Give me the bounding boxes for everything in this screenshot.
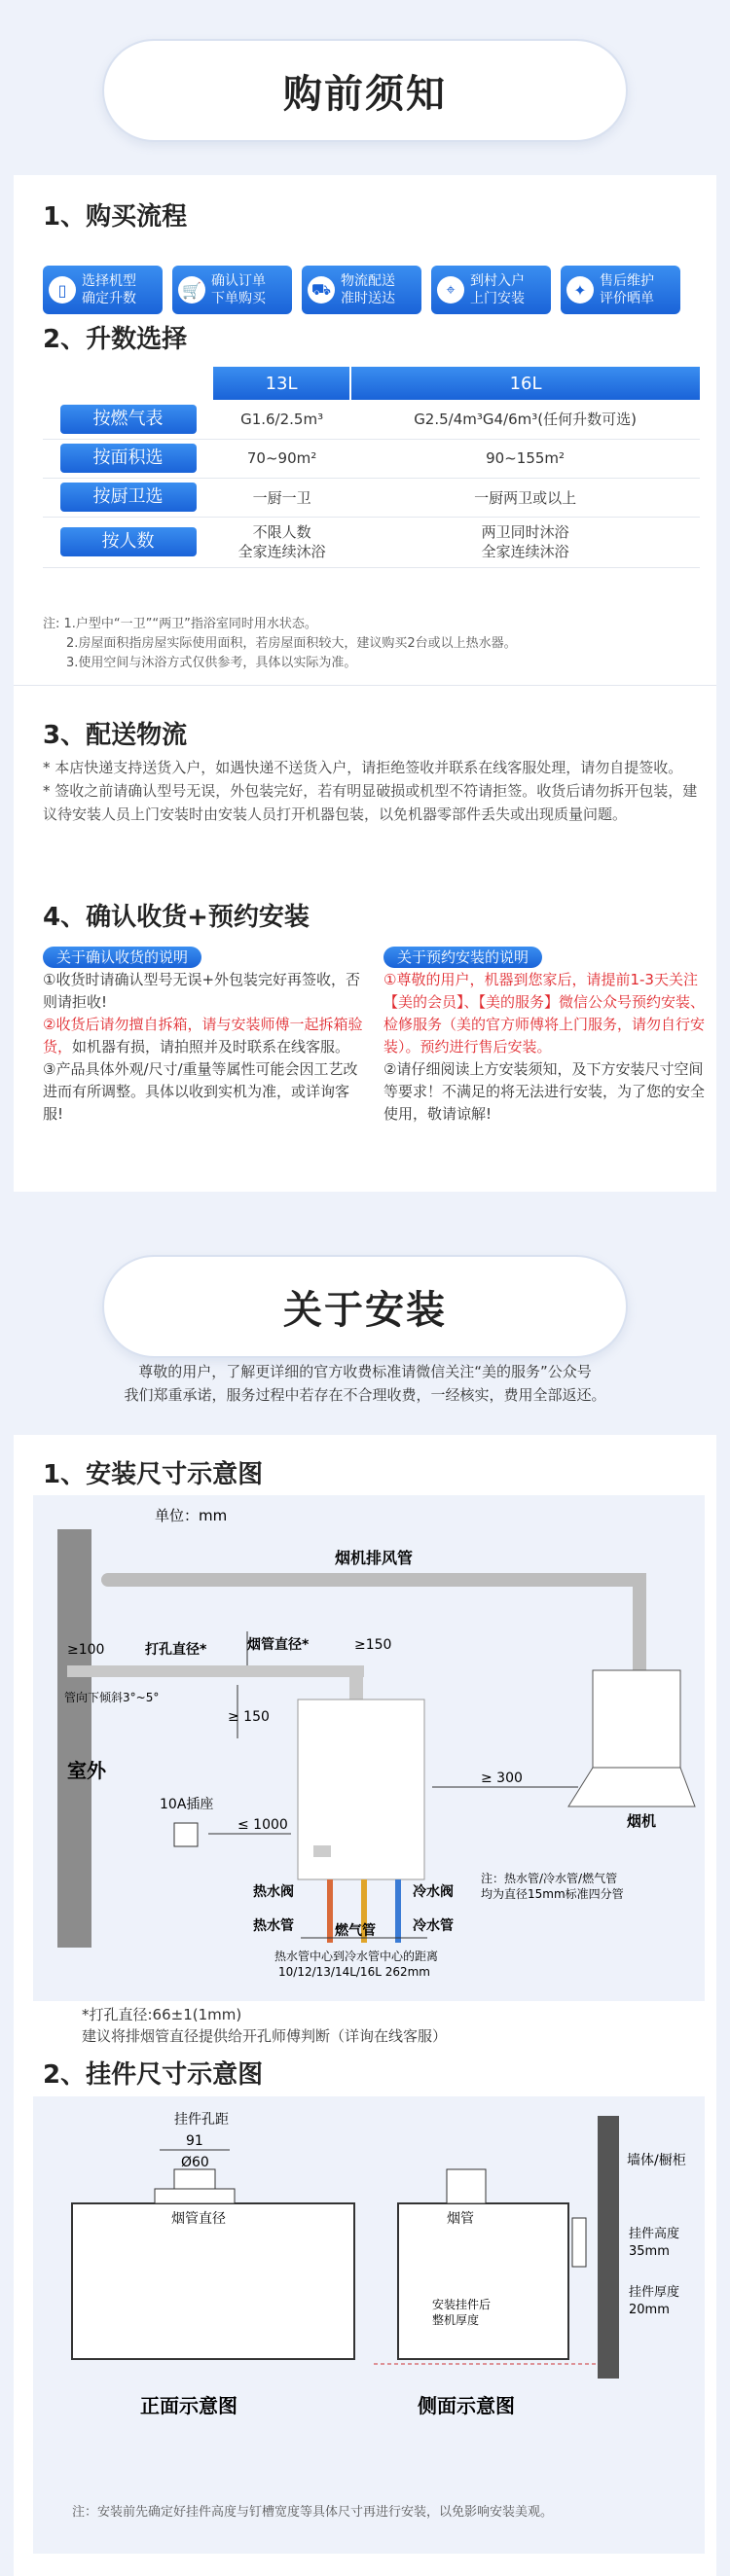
divider (14, 685, 716, 686)
hood-label: 烟机 (627, 1812, 657, 1830)
depth-1: 安装挂件后 (432, 2298, 492, 2311)
hanger-91: 91 (186, 2133, 203, 2149)
purchase-steps (43, 266, 680, 314)
step-label: 到村入户 (470, 273, 525, 289)
step-label: 下单购买 (211, 291, 266, 306)
col-16l: 16L (350, 367, 700, 400)
front-view-label: 正面示意图 (140, 2394, 237, 2417)
note-line: 2.房屋面积指房屋实际使用面积，若房屋面积较大，建议购买2台或以上热水器。 (66, 636, 517, 651)
side-view-label: 侧面示意图 (418, 2394, 515, 2417)
capacity-heading: 2、升数选择 (43, 325, 188, 354)
dim-150a: ≥150 (354, 1637, 392, 1653)
section-title-purchase: 购前须知 (102, 39, 628, 142)
confirm-heading: 4、确认收货+预约安装 (43, 903, 310, 932)
service-icon: ✦ (566, 276, 594, 304)
wall-block (598, 2116, 619, 2379)
socket-icon (174, 1823, 198, 1846)
paragraph: ②请仔细阅读上方安装须知，及下方安装尺寸空间等要求！不满足的将无法进行安装，为了您的安全使用，敬请谅解! (383, 1060, 706, 1123)
pipe-d-label: 烟管直径* (247, 1637, 310, 1653)
thick-20: 20mm (629, 2303, 670, 2317)
hanger-size-heading: 2、挂件尺寸示意图 (43, 2060, 264, 2090)
cell: 全家连续沐浴 (237, 543, 326, 560)
hot-valve-label: 热水阀 (253, 1884, 294, 1900)
step-select-model (43, 266, 163, 314)
height-35: 35mm (629, 2244, 670, 2259)
hole-label: 打孔直径* (145, 1642, 207, 1658)
warning-text: ②收货后请勿擅自拆箱，请与安装师傅一起拆箱验货， (43, 1016, 363, 1055)
purchase-flow-heading: 1、购买流程 (43, 202, 188, 232)
side-pipe: 烟管 (447, 2211, 474, 2227)
step-after-sale (561, 266, 680, 314)
cell: 90~155m² (350, 439, 700, 478)
capacity-table (43, 367, 700, 568)
step-label: 评价晒单 (600, 291, 654, 306)
step-label: 确认订单 (211, 273, 266, 289)
tab-booking: 关于预约安装的说明 (383, 947, 542, 968)
height-label: 挂件高度 (629, 2227, 680, 2241)
install-card (14, 1435, 716, 2576)
footnote-line: *打孔直径:66±1(1mm) (82, 2006, 242, 2023)
step-label: 物流配送 (341, 273, 395, 289)
cell: 一厨两卫或以上 (350, 478, 700, 517)
cell: G1.6/2.5m³ (213, 400, 350, 439)
socket-label: 10A插座 (160, 1797, 214, 1812)
exhaust-pipe (67, 1665, 364, 1677)
hanger-diagram (14, 2096, 716, 2554)
location-icon: ⌖ (437, 276, 464, 304)
paragraph: * 本店快递支持送货入户，如遇快递不送货入户，请拒绝签收并联系在线客服处理，请勿自提签收。 (43, 759, 683, 776)
paragraph: 如机器有损，请拍照并及时联系在线客服。 (72, 1038, 350, 1055)
note-line: 注: 1.户型中“一卫”“两卫”指浴室同时用水状态。 (43, 617, 317, 631)
dim-1000: ≤ 1000 (237, 1817, 288, 1833)
tab-receipt: 关于确认收货的说明 (43, 947, 201, 968)
flue-label: 烟机排风管 (335, 1549, 414, 1567)
receipt-instructions (43, 947, 364, 1126)
depth-2: 整机厚度 (432, 2313, 480, 2327)
warning-text: ①尊敬的用户，机器到您家后，请提前1-3天关注【美的会员】、【美的服务】微信公众号预约安装、检修服务（美的官方师傅将上门服务，请勿自行安装）。预约进行售后安装。 (383, 971, 706, 1055)
install-diagram (14, 1495, 716, 2001)
step-delivery (302, 266, 421, 314)
dim-300: ≥ 300 (481, 1771, 523, 1786)
delivery-heading: 3、配送物流 (43, 721, 188, 750)
step-label: 上门安装 (470, 291, 525, 306)
step-label: 准时送达 (341, 291, 395, 306)
paragraph: ③产品具体外观/尺寸/重量等属性可能会因工艺改进而有所调整。具体以收到实机为准，或详询客服! (43, 1060, 358, 1123)
cell: G2.5/4m³G4/6m³(任何升数可选) (350, 400, 700, 439)
row-label-area: 按面积选 (60, 444, 197, 473)
center-note-2: 10/12/13/14L/16L 262mm (278, 1965, 430, 1979)
table-row (43, 517, 700, 567)
table-row (43, 400, 700, 439)
cold-pipe-label: 冷水管 (413, 1918, 454, 1934)
paragraph: ①收货时请确认型号无误+外包装完好再签收，否则请拒收! (43, 971, 361, 1011)
hanger-spacing-label: 挂件孔距 (174, 2112, 229, 2128)
hanger-60: Ø60 (181, 2155, 209, 2170)
side-view-body (398, 2203, 568, 2359)
cart-icon: 🛒 (178, 276, 205, 304)
step-label: 选择机型 (82, 273, 136, 289)
gas-pipe-label: 燃气管 (335, 1923, 376, 1939)
step-order (172, 266, 292, 314)
dim-100: ≥100 (67, 1642, 105, 1658)
table-row (43, 478, 700, 517)
front-pipe-d: 烟管直径 (171, 2211, 226, 2227)
delivery-text (43, 756, 705, 826)
cell: 全家连续沐浴 (481, 543, 569, 560)
outdoor-wall (57, 1529, 91, 1948)
pipe-note-2: 均为直径15mm标准四分管 (481, 1887, 624, 1901)
purchase-info-card (14, 175, 716, 1192)
wall-label: 墙体/橱柜 (627, 2153, 686, 2168)
hot-pipe-label: 热水管 (253, 1918, 294, 1934)
intro-line: 尊敬的用户，了解更详细的官方收费标准请微信关注“美的服务”公众号 (138, 1363, 592, 1380)
slope-label: 管向下倾斜3°~5° (64, 1691, 160, 1704)
cell: 70~90m² (213, 439, 350, 478)
install-footnote (82, 2004, 447, 2047)
cell: 不限人数 (252, 523, 311, 541)
cold-valve-label: 冷水阀 (413, 1884, 454, 1900)
install-intro (0, 1360, 730, 1407)
outdoor-label: 室外 (67, 1759, 106, 1782)
pipe-note-1: 注：热水管/冷水管/燃气管 (481, 1872, 618, 1885)
section-title-install: 关于安装 (102, 1255, 628, 1358)
truck-icon: ⛟ (308, 276, 335, 304)
step-install (431, 266, 551, 314)
note-line: 3.使用空间与沐浴方式仅供参考，具体以实际为准。 (66, 656, 357, 670)
unit-label: 单位：mm (155, 1507, 228, 1524)
row-label-gas-meter: 按燃气表 (60, 405, 197, 434)
dim-150b: ≥ 150 (228, 1709, 270, 1725)
flue-pipe (101, 1573, 646, 1587)
paragraph: * 签收之前请确认型号无误，外包装完好，若有明显破损或机型不符请拒签。收货后请勿拆开包装，建议待安装人员上门安装时由安装人员打开机器包装，以免机器零部件丢失或出现质量问题。 (43, 782, 698, 823)
front-view-body (72, 2203, 354, 2359)
cell: 两卫同时沐浴 (481, 523, 569, 541)
capacity-notes (43, 615, 695, 673)
install-booking-instructions (383, 947, 705, 1126)
hanger-note: 注：安装前先确定好挂件高度与钉槽宽度等具体尺寸再进行安装，以免影响安装美观。 (72, 2505, 554, 2520)
thick-label: 挂件厚度 (629, 2285, 680, 2300)
col-13l: 13L (213, 367, 350, 400)
row-label-people: 按人数 (60, 527, 197, 556)
footnote-line: 建议将排烟管直径提供给开孔师傅判断（详询在线客服） (82, 2027, 448, 2045)
intro-line: 我们郑重承诺，服务过程中若存在不合理收费，一经核实，费用全部返还。 (124, 1386, 606, 1404)
cell: 一厨一卫 (213, 478, 350, 517)
center-note-1: 热水管中心到冷水管中心的距离 (274, 1950, 439, 1963)
step-label: 确定升数 (82, 291, 136, 306)
phone-icon: ▯ (49, 276, 76, 304)
install-size-heading: 1、安装尺寸示意图 (43, 1460, 264, 1489)
table-row (43, 439, 700, 478)
row-label-kitchen-bath: 按厨卫选 (60, 483, 197, 512)
step-label: 售后维护 (600, 273, 654, 289)
